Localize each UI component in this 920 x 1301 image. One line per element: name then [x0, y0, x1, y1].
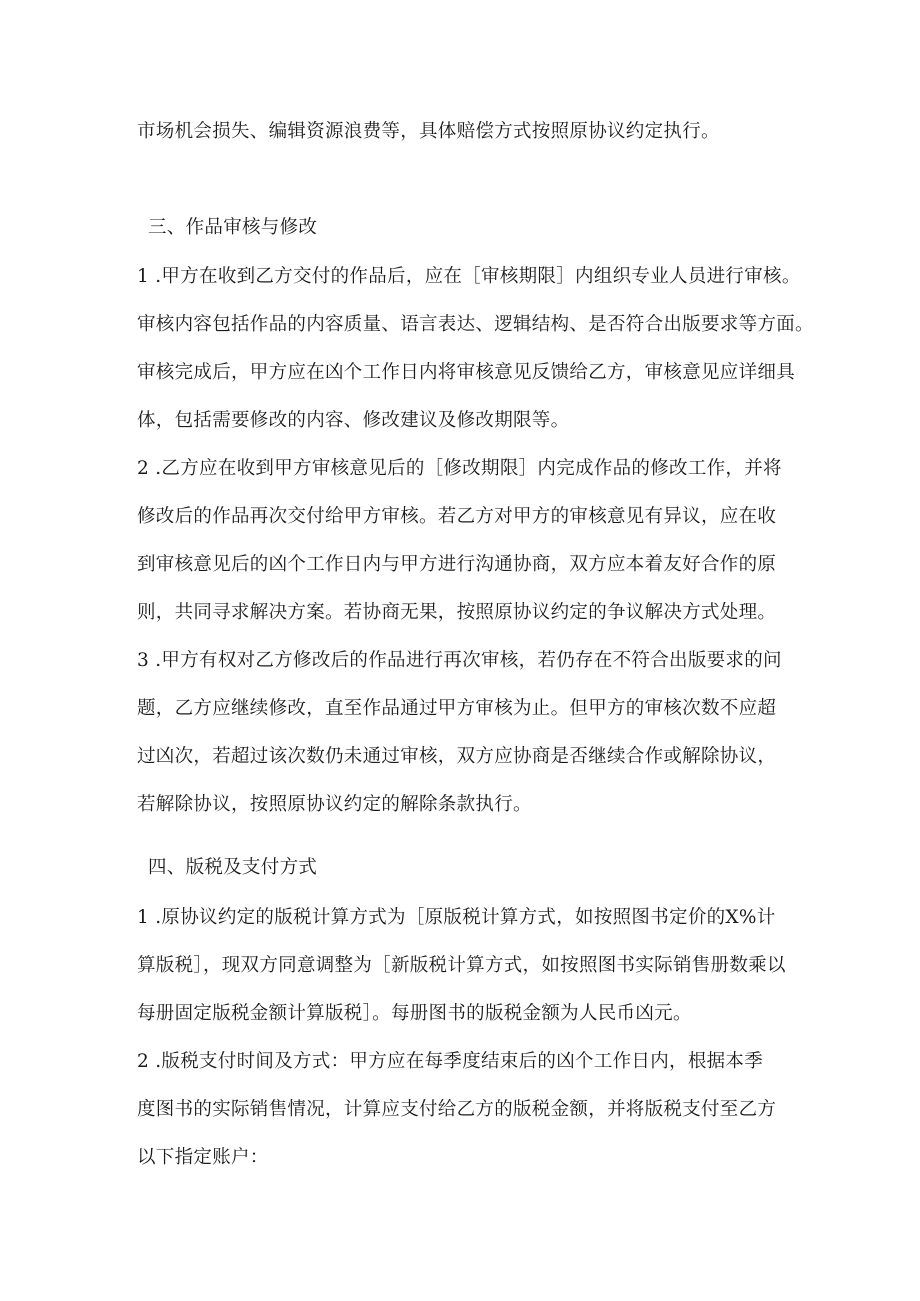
- paragraph-line: 到审核意见后的凶个工作日内与甲方进行沟通协商，双方应本着友好合作的原: [137, 554, 777, 575]
- section-heading: 四、版税及支付方式: [148, 857, 318, 878]
- paragraph-line: 过凶次，若超过该次数仍未通过审核，双方应协商是否继续合作或解除协议，: [137, 746, 777, 767]
- paragraph-line: 若解除协议，按照原协议约定的解除条款执行。: [137, 794, 532, 815]
- paragraph-line: 审核完成后，甲方应在凶个工作日内将审核意见反馈给乙方，审核意见应详细具: [137, 362, 796, 383]
- paragraph-line: 则，共同寻求解决方案。若协商无果，按照原协议约定的争议解决方式处理。: [137, 602, 777, 623]
- paragraph-line: 算版税］，现双方同意调整为［新版税计算方式，如按照图书实际销售册数乘以: [137, 955, 786, 976]
- paragraph-line: 审核内容包括作品的内容质量、语言表达、逻辑结构、是否符合出版要求等方面。: [137, 314, 814, 335]
- paragraph-line: 2 .乙方应在收到甲方审核意见后的［修改期限］内完成作品的修改工作，并将: [137, 458, 782, 479]
- paragraph-line: 3 .甲方有权对乙方修改后的作品进行再次审核，若仍存在不符合出版要求的问: [137, 650, 782, 671]
- section-heading: 三、作品审核与修改: [148, 217, 318, 238]
- paragraph-line: 2 .版税支付时间及方式：甲方应在每季度结束后的凶个工作日内，根据本季: [137, 1051, 764, 1072]
- paragraph-line: 市场机会损失、编辑资源浪费等，具体赔偿方式按照原协议约定执行。: [137, 121, 720, 142]
- paragraph-line: 1 .原协议约定的版税计算方式为［原版税计算方式，如按照图书定价的X%计: [137, 907, 776, 928]
- paragraph-line: 度图书的实际销售情况，计算应支付给乙方的版税金额，并将版税支付至乙方: [137, 1099, 777, 1120]
- paragraph-line: 以下指定账户：: [137, 1147, 269, 1168]
- paragraph-line: 体，包括需要修改的内容、修改建议及修改期限等。: [137, 410, 570, 431]
- paragraph-line: 1 .甲方在收到乙方交付的作品后，应在［审核期限］内组织专业人员进行审核。: [137, 266, 801, 287]
- paragraph-line: 题，乙方应继续修改，直至作品通过甲方审核为止。但甲方的审核次数不应超: [137, 698, 777, 719]
- paragraph-line: 修改后的作品再次交付给甲方审核。若乙方对甲方的审核意见有异议，应在收: [137, 506, 777, 527]
- paragraph-line: 每册固定版税金额计算版税］。每册图书的版税金额为人民币凶元。: [137, 1003, 692, 1024]
